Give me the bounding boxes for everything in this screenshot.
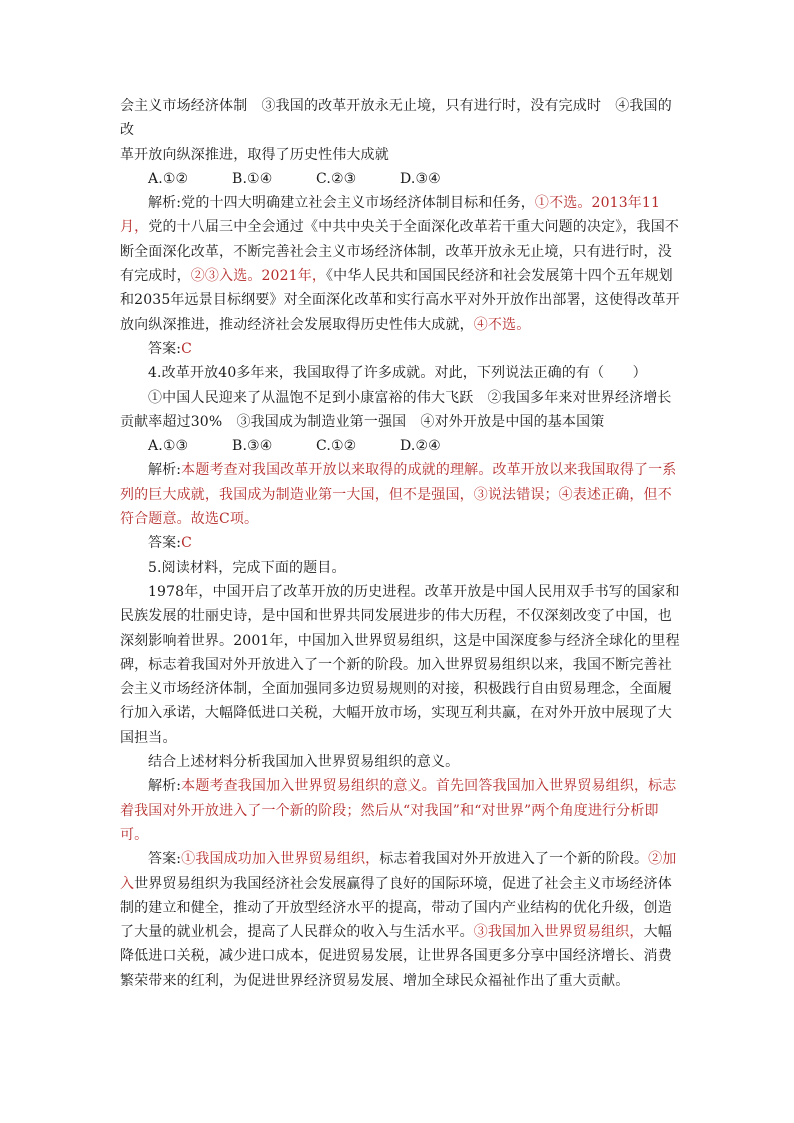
analysis-segment: ①不选。2013年11月， — [120, 195, 661, 236]
question-5-material: 1978年，中国开启了改革开放的历史进程。改革开放是中国人民用双手书写的国家和民族发展的壮丽史诗，是中国和世界共同发展进步的伟大历程，不仅深刻改变了中国，也深刻影响着世界。2001年，中国加入世界贸易组织，这是中国深度参与经济全球化的里程碑，标志着我国对外开放进入了一个新的阶段。加入世界贸易组织以来，我国不断完善社会主义市场经济体制，全面加强同多边贸易规则的对接，积极践行自由贸易理念，全面履行加入承诺，大幅降低进口关税，大幅开放市场，实现互利共赢，在对外开放中展现了大国担当。 — [120, 583, 680, 746]
question-5-question: 结合上述材料分析我国加入世界贸易组织的意义。 — [148, 754, 460, 771]
analysis-segment: 党的十八届三中全会通过《中共中央关于全面深化改革若干重大问题的决定》，我国不断全面深化改革，不断完善社会主义市场经济体制，改革开放永无止境，只有进行时，没有完成时， — [120, 219, 680, 285]
answer-segment: 大幅降低进口关税，减少进口成本，促进贸易发展，让世界各国更多分享中国经济增长、消费繁荣带来的红利，为促进世界经济贸易发展、增加全球民众福祉作出了重大贡献。 — [120, 924, 672, 989]
analysis-label: 解析: — [148, 195, 182, 212]
answer-2 — [120, 531, 680, 555]
option-b: B.③④ — [232, 438, 273, 455]
answer-label: 答案: — [148, 851, 182, 868]
analysis-segment: 党的十四大明确建立社会主义市场经济体制目标和任务， — [181, 195, 535, 212]
analysis-segment: 《中华人民共和国国民经济和社会发展第十四个五年规划和2035年远景目标纲要》对全面深化改革和实行高水平对外开放作出部署，这使得改革开放向纵深推进，推动经济社会发展取得历史性伟大成就， — [120, 268, 680, 333]
option-c: C.②③ — [316, 170, 357, 187]
answer-segment: ②加入 — [120, 851, 677, 892]
question-5-stem: 5.阅读材料，完成下面的题目。 — [148, 559, 346, 576]
answer-segment: ①我国成功加入世界贸易组织， — [181, 851, 380, 868]
question-4-stem: 4.改革开放40多年来，我国取得了许多成就。对此，下列说法正确的有（ ） — [148, 365, 647, 382]
analysis-label: 解析: — [148, 462, 182, 479]
answer-label: 答案: — [148, 535, 182, 552]
q3-options — [120, 167, 680, 191]
answer-1 — [120, 337, 680, 361]
analysis-segment: ③说法错误；④表述正确，但不符合题意。故选C项。 — [120, 486, 672, 528]
block1-line2: 革开放向纵深推进，取得了历史性伟大成就 — [120, 146, 389, 163]
option-c: C.①② — [316, 438, 357, 455]
answer-segment: ③我国加入世界贸易组织， — [473, 924, 644, 941]
answer-3 — [120, 847, 680, 993]
analysis-segment: ④不选。 — [473, 316, 531, 333]
option-b: B.①④ — [232, 170, 273, 187]
analysis-text: 本题考查我国加入世界贸易组织的意义。首先回答我国加入世界贸易组织，标志着我国对外开放进入了一个新的阶段；然后从“对我国”和“对世界”两个角度进行分析即可。 — [120, 778, 677, 843]
option-d: D.③④ — [400, 170, 441, 187]
analysis-1 — [120, 191, 680, 337]
answer-value: C — [181, 340, 193, 357]
answer-segment: 标志着我国对外开放进入了一个新的阶段。 — [379, 851, 649, 868]
analysis-label: 解析: — [148, 778, 182, 795]
analysis-segment: 本题考查对我国改革开放以来取得的成就的理解。改革开放以来我国取得了一系列的巨大成就，我国成为制造业第一大国，但不是强国， — [120, 462, 677, 503]
answer-label: 答案: — [148, 340, 182, 357]
answer-segment: 世界贸易组织为我国经济社会发展赢得了良好的国际环境，促进了社会主义市场经济体制的建立和健全，推动了开放型经济水平的提高，带动了国内产业结构的优化升级，创造了大量的就业机会，提高了人民群众的收入与生活水平。 — [120, 875, 672, 941]
analysis-2 — [120, 458, 680, 531]
analysis-3 — [120, 774, 680, 847]
option-d: D.②④ — [400, 438, 441, 455]
answer-value: C — [181, 535, 193, 552]
question-4-statements: ①中国人民迎来了从温饱不足到小康富裕的伟大飞跃 ②我国多年来对世界经济增长贡献率超过30% ③我国成为制造业第一强国 ④对外开放是中国的基本国策 — [120, 389, 672, 430]
document-page — [120, 94, 680, 993]
q4-options — [120, 434, 680, 458]
option-a: A.①② — [148, 170, 189, 187]
option-a: A.①③ — [148, 438, 189, 455]
block1-line1: 会主义市场经济体制 ③我国的改革开放永无止境，只有进行时，没有完成时 ④我国的改 — [120, 98, 672, 139]
analysis-segment: ②③入选。2021年， — [190, 268, 327, 285]
